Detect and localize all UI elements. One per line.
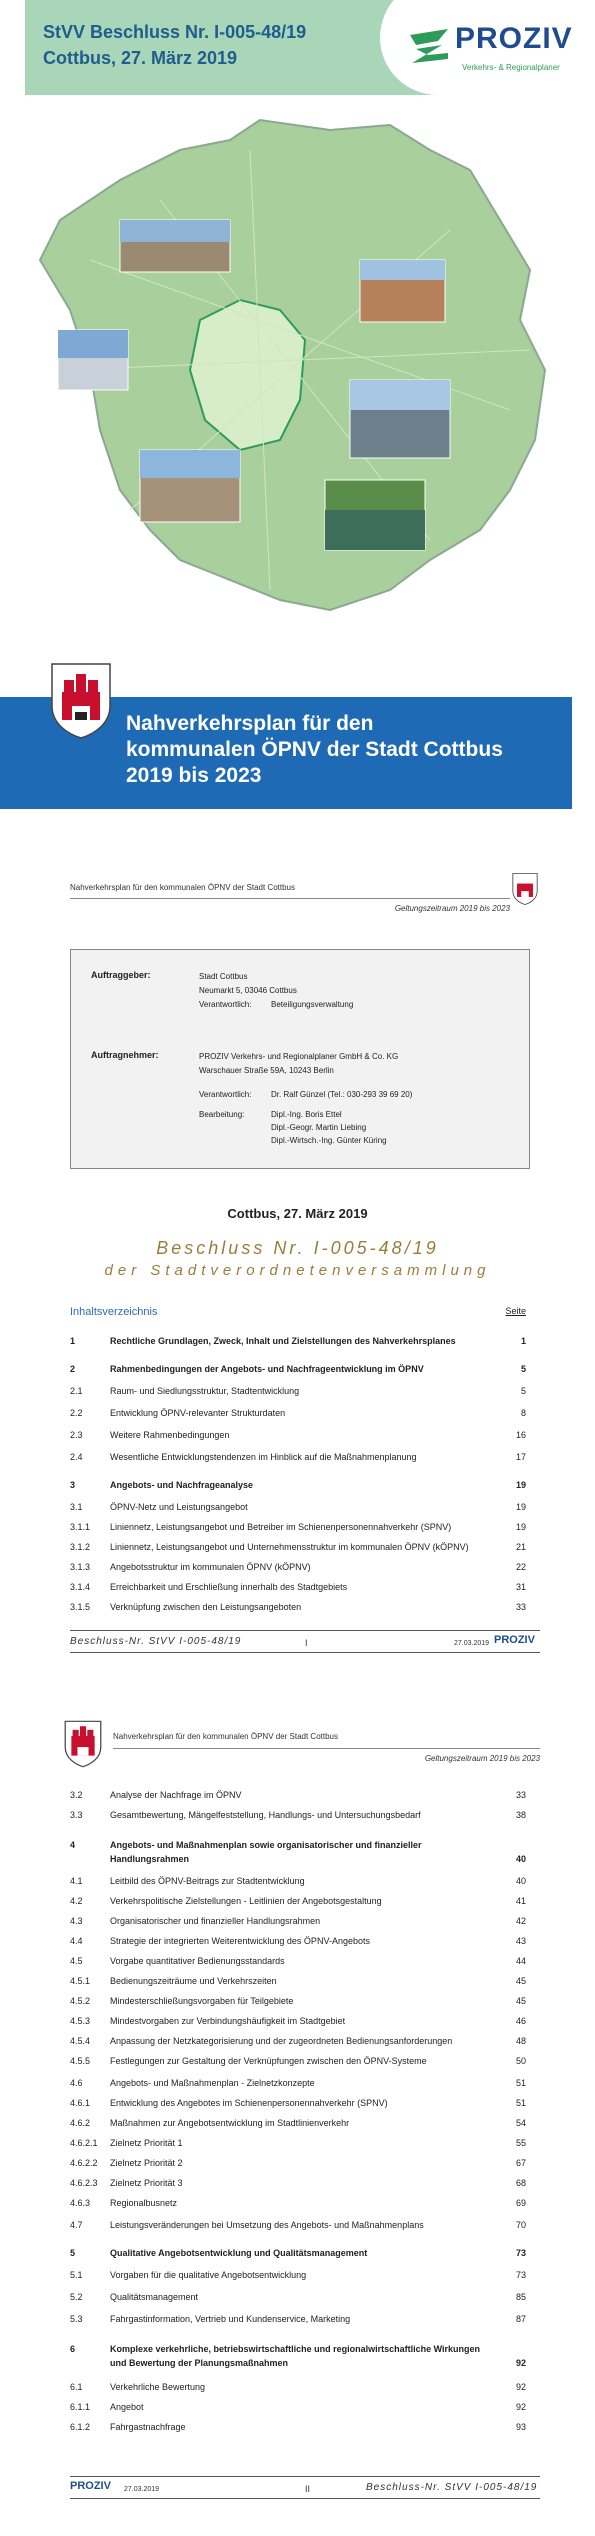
toc-entry[interactable] [70,1430,526,1444]
toc-entry[interactable] [70,2138,526,2152]
toc-text: Raum- und Siedlungsstruktur, Stadtentwicklung [110,1386,300,1396]
toc-entry[interactable] [70,2248,526,2262]
editor-3: Dipl.-Wirtsch.-Ing. Günter Küring [271,1136,387,1145]
toc-text: Fahrgastnachfrage [110,2422,186,2432]
proziv-logo-subtitle: Verkehrs- & Regionalplaner [462,63,560,72]
toc-entry[interactable] [70,1386,526,1400]
toc-text: Angebots- und Nachfrageanalyse [110,1480,254,1490]
toc-entry[interactable] [70,1522,526,1536]
toc-page: 46 [515,2016,526,2026]
toc-entry[interactable] [70,1976,526,1990]
toc-number: 4.5.1 [70,1976,91,1986]
toc-text: Komplexe verkehrliche, betriebswirtschaftliche und regionalwirtschaftliche Wirkungen und Bewertung der Planungsmaßnahmen [110,2344,481,2368]
toc-number: 4.6.2.1 [70,2138,98,2148]
header-rule [113,1748,540,1749]
editor-1: Dipl.-Ing. Boris Ettel [271,1110,342,1119]
footer-rule [70,2476,540,2477]
cover-title-line-2: kommunalen ÖPNV der Stadt Cottbus [126,738,503,761]
toc-entry[interactable] [70,1562,526,1576]
toc-text: Weitere Rahmenbedingungen [110,1430,230,1440]
toc-number: 4.6.3 [70,2198,91,2208]
toc-text: Qualitative Angebotsentwicklung und Qualitätsmanagement [110,2248,368,2258]
toc-entry[interactable] [70,2178,526,2192]
resolution-title: Beschluss Nr. I-005-48/19 [156,1238,439,1258]
toc-page: 45 [515,1976,526,1986]
toc-text: Mindesterschließungsvorgaben für Teilgebiete [110,1996,294,2006]
toc-page: 1 [520,1336,526,1346]
toc-entry[interactable] [70,2382,526,2396]
toc-page: 17 [515,1452,526,1462]
footer-resolution: Beschluss-Nr. StVV I-005-48/19 [366,2482,538,2493]
running-title: Nahverkehrsplan für den kommunalen ÖPNV der Stadt Cottbus [113,1732,339,1741]
cover-date: Cottbus, 27. März 2019 [43,48,238,68]
toc-entry[interactable] [70,1810,526,1824]
toc-entry[interactable] [70,1480,526,1494]
toc-page: 21 [515,1542,526,1552]
toc-number: 3 [70,1480,76,1490]
toc-entry[interactable] [70,2036,526,2050]
contractor-label: Auftragnehmer: [91,1050,159,1060]
toc-number: 3.1.3 [70,1562,91,1572]
proziv-logo-icon [408,25,452,67]
toc-entry[interactable] [70,1896,526,1910]
toc-text: Vorgabe quantitativer Bedienungsstandards [110,1956,285,1966]
contractor-resp-label: Verantwortlich: [199,1090,252,1099]
toc-page: 19 [515,1502,526,1512]
coat-of-arms-icon [50,662,112,740]
toc-text: Leistungsveränderungen bei Umsetzung des Angebots- und Maßnahmenplans [110,2220,424,2230]
toc-page: 31 [515,1582,526,1592]
toc-text: Verknüpfung zwischen den Leistungsangeboten [110,1602,302,1612]
toc-page: 92 [515,2382,526,2392]
toc-entry[interactable] [70,2292,526,2306]
toc-number: 4.6.1 [70,2098,91,2108]
toc-text: Zielnetz Priorität 2 [110,2158,183,2168]
toc-page: 54 [515,2118,526,2128]
toc-text: Analyse der Nachfrage im ÖPNV [110,1790,242,1800]
footer-rule [70,1630,540,1631]
toc-title: Inhaltsverzeichnis [70,1306,158,1318]
toc-page: 48 [515,2036,526,2046]
validity-period: Geltungszeitraum 2019 bis 2023 [394,904,510,913]
toc-entry[interactable] [70,1956,526,1970]
toc-number: 2.2 [70,1408,83,1418]
toc-number: 6.1.2 [70,2422,91,2432]
toc-text: Rahmenbedingungen der Angebots- und Nachfrageentwicklung im ÖPNV [110,1364,424,1374]
toc-number: 4.5.2 [70,1996,91,2006]
toc-page: 40 [515,1876,526,1886]
toc-entry[interactable] [70,1602,526,1616]
toc-page: 51 [515,2098,526,2108]
toc-number: 4.6.2.3 [70,2178,98,2188]
client-address: Neumarkt 5, 03046 Cottbus [199,986,297,995]
toc-number: 1 [70,1336,76,1346]
cover-resolution-number: StVV Beschluss Nr. I-005-48/19 [43,22,307,42]
toc-entry[interactable] [70,2078,526,2092]
toc-page: 45 [515,1996,526,2006]
toc-entry[interactable] [70,2158,526,2172]
toc-text: Verkehrliche Bewertung [110,2382,206,2392]
client-name: Stadt Cottbus [199,972,248,981]
toc-page: 50 [515,2056,526,2066]
toc-number: 3.1 [70,1502,83,1512]
toc-text: Fahrgastinformation, Vertrieb und Kundenservice, Marketing [110,2314,351,2324]
toc-text: Anpassung der Netzkategorisierung und der zugeordneten Bedienungsanforderungen [110,2036,453,2046]
footer-date: 27.03.2019 [124,2486,160,2493]
footer-page-number: II [305,2484,311,2494]
toc-page: 69 [515,2198,526,2208]
toc-number: 3.1.1 [70,1522,91,1532]
toc-page: 55 [515,2138,526,2148]
header-rule [70,898,510,899]
toc-text: Regionalbusnetz [110,2198,178,2208]
toc-page: 68 [515,2178,526,2188]
toc-number: 5.3 [70,2314,83,2324]
toc-page: 40 [515,1854,526,1864]
cover-page [0,0,595,810]
toc-entry[interactable] [70,1452,526,1466]
toc-entry[interactable] [70,1838,526,1868]
region-map [30,110,565,620]
toc-text: Maßnahmen zur Angebotsentwicklung im Stadtlinienverkehr [110,2118,350,2128]
toc-page: 8 [520,1408,526,1418]
toc-page: 38 [515,1810,526,1820]
toc-entry[interactable] [70,1876,526,1890]
toc-entry[interactable] [70,2198,526,2212]
toc-entry[interactable] [70,2402,526,2416]
running-title: Nahverkehrsplan für den kommunalen ÖPNV der Stadt Cottbus [70,883,296,892]
contact-info-box [70,949,530,1169]
toc-number: 4.7 [70,2220,83,2230]
footer-rule [70,1652,540,1653]
toc-number: 4 [70,1840,76,1850]
toc-page: 44 [515,1956,526,1966]
contractor-address: Warschauer Straße 59A, 10243 Berlin [199,1066,334,1075]
toc-text: Mindestvorgaben zur Verbindungshäufigkeit im Stadtgebiet [110,2016,346,2026]
toc-page: 5 [520,1386,526,1396]
toc-text: Angebots- und Maßnahmenplan - Zielnetzkonzepte [110,2078,315,2088]
toc-text: Festlegungen zur Gestaltung der Verknüpfungen zwischen den ÖPNV-Systeme [110,2056,427,2066]
toc-page: 87 [515,2314,526,2324]
toc-number: 4.5.5 [70,2056,91,2066]
proziv-logo-text: PROZIV [455,22,573,55]
toc-number: 3.1.2 [70,1542,91,1552]
toc-page: 51 [515,2078,526,2088]
toc-text: ÖPNV-Netz und Leistungsangebot [110,1502,248,1512]
toc-text: Angebot [110,2402,144,2412]
toc-page: 33 [515,1790,526,1800]
toc-page: 92 [515,2358,526,2368]
toc-number: 4.6.2 [70,2118,91,2128]
toc-entry[interactable] [70,1916,526,1930]
proziv-mini-logo: PROZIV [494,1634,535,1646]
toc-number: 4.1 [70,1876,83,1886]
toc-number: 4.5 [70,1956,83,1966]
toc-number: 5 [70,2248,76,2258]
toc-text: Verkehrspolitische Zielstellungen - Leitlinien der Angebotsgestaltung [110,1896,382,1906]
toc-entry[interactable] [70,1408,526,1422]
toc-text: Zielnetz Priorität 1 [110,2138,183,2148]
toc-number: 4.4 [70,1936,83,1946]
toc-entry[interactable] [70,1364,526,1378]
toc-number: 2.1 [70,1386,83,1396]
toc-entry[interactable] [70,2098,526,2112]
cover-title-line-1: Nahverkehrsplan für den [126,712,374,735]
proziv-mini-logo: PROZIV [70,2480,111,2492]
toc-page: 92 [515,2402,526,2412]
toc-entry[interactable] [70,2342,526,2372]
coat-of-arms-icon [64,1720,102,1768]
toc-page-label: Seite [505,1306,526,1316]
footer-date: 27.03.2019 [454,1640,490,1647]
validity-period: Geltungszeitraum 2019 bis 2023 [424,1754,540,1763]
toc-text: Liniennetz, Leistungsangebot und Betreiber im Schienenpersonennahverkehr (SPNV) [110,1522,452,1532]
client-resp-label: Verantwortlich: [199,1000,252,1009]
document-date: Cottbus, 27. März 2019 [227,1206,368,1221]
toc-page: 70 [515,2220,526,2230]
cover-title-line-3: 2019 bis 2023 [126,764,262,787]
toc-page: 93 [515,2422,526,2432]
toc-number: 5.1 [70,2270,83,2280]
toc-entry[interactable] [70,2056,526,2070]
toc-text: Organisatorischer und finanzieller Handlungsrahmen [110,1916,321,1926]
toc-page: 19 [515,1480,526,1490]
client-label: Auftraggeber: [91,970,151,980]
toc-number: 2.3 [70,1430,83,1440]
toc-number: 4.2 [70,1896,83,1906]
toc-page: 19 [515,1522,526,1532]
toc-text: Wesentliche Entwicklungstendenzen im Hinblick auf die Maßnahmenplanung [110,1452,417,1462]
client-resp: Beteiligungsverwaltung [271,1000,354,1009]
toc-page: 22 [515,1562,526,1572]
toc-entry[interactable] [70,1996,526,2010]
toc-number: 3.1.5 [70,1602,91,1612]
toc-page: 73 [515,2248,526,2258]
toc-page: 43 [515,1936,526,1946]
toc-page: 85 [515,2292,526,2302]
toc-number: 3.1.4 [70,1582,91,1592]
toc-number: 4.3 [70,1916,83,1926]
toc-text: Angebots- und Maßnahmenplan sowie organisatorischer und finanzieller Handlungsrahmen [110,1840,422,1864]
toc-entry[interactable] [70,2270,526,2284]
toc-text: Strategie der integrierten Weiterentwicklung des ÖPNV-Angebots [110,1936,370,1946]
toc-number: 6 [70,2344,76,2354]
toc-number: 2 [70,1364,76,1374]
toc-number: 6.1 [70,2382,83,2392]
resolution-subtitle: der Stadtverordnetenversammlung [104,1262,491,1279]
toc-page: 67 [515,2158,526,2168]
toc-page: 5 [520,1364,526,1374]
toc-entry[interactable] [70,2314,526,2328]
contractor-name: PROZIV Verkehrs- und Regionalplaner GmbH & Co. KG [199,1052,399,1061]
toc-page: 42 [515,1916,526,1926]
toc-number: 2.4 [70,1452,83,1462]
toc-text: Angebotsstruktur im kommunalen ÖPNV (kÖPNV) [110,1562,311,1572]
toc-entry[interactable] [70,1502,526,1516]
toc-page: 33 [515,1602,526,1612]
toc-text: Qualitätsmanagement [110,2292,199,2302]
toc-number: 3.3 [70,1810,83,1820]
toc-text: Liniennetz, Leistungsangebot und Unternehmensstruktur im kommunalen ÖPNV (kÖPNV) [110,1542,469,1552]
editor-2: Dipl.-Geogr. Martin Liebing [271,1123,367,1132]
contractor-resp: Dr. Ralf Günzel (Tel.: 030-293 39 69 20) [271,1090,413,1099]
toc-number: 3.2 [70,1790,83,1800]
toc-entry[interactable] [70,2118,526,2132]
footer-page-number: I [305,1638,308,1648]
toc-text: Entwicklung ÖPNV-relevanter Strukturdaten [110,1408,286,1418]
toc-number: 5.2 [70,2292,83,2302]
toc-entry[interactable] [70,1542,526,1556]
toc-text: Rechtliche Grundlagen, Zweck, Inhalt und Zielstellungen des Nahverkehrsplanes [110,1336,456,1346]
toc-page: 73 [515,2270,526,2280]
toc-number: 4.6 [70,2078,83,2088]
toc-page: 41 [515,1896,526,1906]
toc-entry[interactable] [70,2422,526,2436]
toc-number: 6.1.1 [70,2402,91,2412]
toc-text: Bedienungszeiträume und Verkehrszeiten [110,1976,277,1986]
editors-label: Bearbeitung: [199,1110,245,1119]
toc-text: Zielnetz Priorität 3 [110,2178,183,2188]
toc-entry[interactable] [70,2016,526,2030]
toc-number: 4.6.2.2 [70,2158,98,2168]
toc-entry[interactable] [70,1336,526,1350]
toc-entry[interactable] [70,1582,526,1596]
footer-rule [70,2498,540,2499]
toc-text: Vorgaben für die qualitative Angebotsentwicklung [110,2270,307,2280]
toc-text: Gesamtbewertung, Mängelfeststellung, Handlungs- und Untersuchungsbedarf [110,1810,421,1820]
toc-text: Erreichbarkeit und Erschließung innerhalb des Stadtgebiets [110,1582,348,1592]
toc-entry[interactable] [70,2220,526,2234]
toc-number: 4.5.3 [70,2016,91,2026]
toc-page: 16 [515,1430,526,1440]
footer-resolution: Beschluss-Nr. StVV I-005-48/19 [70,1636,242,1647]
coat-of-arms-icon [512,872,538,906]
toc-number: 4.5.4 [70,2036,91,2046]
toc-entry[interactable] [70,1790,526,1804]
toc-entry[interactable] [70,1936,526,1950]
toc-text: Leitbild des ÖPNV-Beitrags zur Stadtentwicklung [110,1876,305,1886]
toc-text: Entwicklung des Angebotes im Schienenpersonennahverkehr (SPNV) [110,2098,388,2108]
